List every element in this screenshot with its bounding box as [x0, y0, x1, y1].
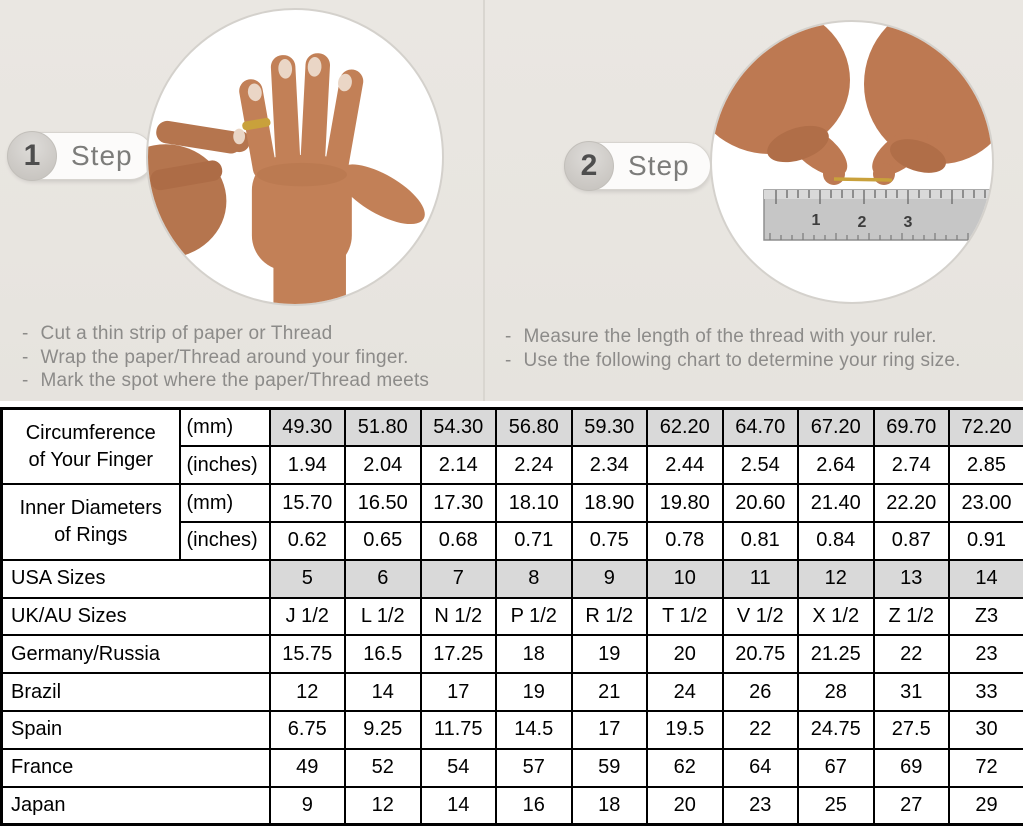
size-value-cell: 62 — [647, 749, 723, 787]
size-value-cell: Z 1/2 — [874, 598, 950, 636]
size-value-cell: T 1/2 — [647, 598, 723, 636]
size-value-cell: 1.94 — [270, 446, 346, 484]
size-value-cell: 10 — [647, 560, 723, 598]
unit-label: (inches) — [180, 522, 270, 560]
size-value-cell: 21.25 — [798, 635, 874, 673]
size-value-cell: 33 — [949, 673, 1023, 711]
table-row — [2, 673, 1023, 711]
size-value-cell: 18 — [496, 635, 572, 673]
table-row — [2, 484, 1023, 522]
size-value-cell: 0.62 — [270, 522, 346, 560]
table-row — [2, 749, 1023, 787]
size-value-cell: 2.54 — [723, 446, 799, 484]
ring-size-table — [0, 407, 1023, 826]
size-value-cell: 14 — [949, 560, 1023, 598]
size-value-cell: 56.80 — [496, 409, 572, 447]
size-value-cell: 14 — [345, 673, 421, 711]
size-value-cell: 21 — [572, 673, 648, 711]
instruction-text: Measure the length of the thread with your ruler. — [523, 326, 937, 347]
size-value-cell: 69 — [874, 749, 950, 787]
size-value-cell: 12 — [345, 787, 421, 825]
unit-label: (inches) — [180, 446, 270, 484]
size-value-cell: 22 — [723, 711, 799, 749]
size-value-cell: 23 — [949, 635, 1023, 673]
row-group-label: Inner Diameters of Rings — [2, 484, 180, 560]
size-value-cell: 2.44 — [647, 446, 723, 484]
size-value-cell: 0.78 — [647, 522, 723, 560]
size-value-cell: J 1/2 — [270, 598, 346, 636]
instruction-line — [505, 349, 1020, 373]
size-value-cell: 49 — [270, 749, 346, 787]
size-value-cell: 19 — [572, 635, 648, 673]
size-value-cell: 21.40 — [798, 484, 874, 522]
bullet-dash: - — [505, 326, 512, 347]
table-row — [2, 409, 1023, 447]
instruction-text: Mark the spot where the paper/Thread meets — [40, 370, 430, 391]
size-value-cell: 27.5 — [874, 711, 950, 749]
size-value-cell: 59.30 — [572, 409, 648, 447]
size-value-cell: 52 — [345, 749, 421, 787]
unit-label: (mm) — [180, 409, 270, 447]
size-value-cell: 5 — [270, 560, 346, 598]
table-row — [2, 635, 1023, 673]
thread-over-ruler-illustration — [712, 22, 992, 302]
hand-with-ring-illustration — [148, 10, 442, 304]
size-value-cell: 23.00 — [949, 484, 1023, 522]
region-label: UK/AU Sizes — [2, 598, 270, 636]
step-2-number-badge: 2 — [564, 141, 614, 191]
size-value-cell: 19 — [496, 673, 572, 711]
size-value-cell: 54.30 — [421, 409, 497, 447]
size-value-cell: 27 — [874, 787, 950, 825]
size-value-cell: 18.10 — [496, 484, 572, 522]
instruction-text: Cut a thin strip of paper or Thread — [40, 323, 333, 344]
step-1-badge — [8, 132, 154, 180]
size-value-cell: 0.81 — [723, 522, 799, 560]
size-value-cell: 16 — [496, 787, 572, 825]
size-value-cell: 59 — [572, 749, 648, 787]
size-value-cell: 72.20 — [949, 409, 1023, 447]
size-value-cell: 20.60 — [723, 484, 799, 522]
size-value-cell: 11.75 — [421, 711, 497, 749]
bullet-dash: - — [22, 323, 29, 344]
step-1-number-badge: 1 — [7, 131, 57, 181]
size-value-cell: 0.71 — [496, 522, 572, 560]
size-value-cell: 12 — [798, 560, 874, 598]
size-value-cell: 20.75 — [723, 635, 799, 673]
table-row — [2, 711, 1023, 749]
size-value-cell: 24 — [647, 673, 723, 711]
size-value-cell: 18.90 — [572, 484, 648, 522]
region-label: Spain — [2, 711, 270, 749]
size-value-cell: 67 — [798, 749, 874, 787]
size-value-cell: 0.87 — [874, 522, 950, 560]
region-label: Brazil — [2, 673, 270, 711]
ruler-number-2: 2 — [857, 214, 867, 231]
bullet-dash: - — [505, 349, 512, 371]
bullet-dash: - — [22, 346, 29, 368]
table-row — [2, 560, 1023, 598]
instruction-line — [22, 369, 487, 393]
size-value-cell: 9 — [270, 787, 346, 825]
size-value-cell: 29 — [949, 787, 1023, 825]
size-value-cell: 2.24 — [496, 446, 572, 484]
size-value-cell: 64.70 — [723, 409, 799, 447]
size-value-cell: 25 — [798, 787, 874, 825]
size-value-cell: 24.75 — [798, 711, 874, 749]
size-value-cell: 9 — [572, 560, 648, 598]
size-value-cell: 0.68 — [421, 522, 497, 560]
size-value-cell: 19.80 — [647, 484, 723, 522]
size-value-cell: 28 — [798, 673, 874, 711]
size-value-cell: 54 — [421, 749, 497, 787]
size-value-cell: 2.74 — [874, 446, 950, 484]
size-value-cell: 67.20 — [798, 409, 874, 447]
size-value-cell: 14 — [421, 787, 497, 825]
size-value-cell: 15.75 — [270, 635, 346, 673]
table-row — [2, 787, 1023, 825]
size-value-cell: 19.5 — [647, 711, 723, 749]
size-value-cell: R 1/2 — [572, 598, 648, 636]
instruction-text: Use the following chart to determine your ring size. — [523, 349, 961, 371]
size-value-cell: 72 — [949, 749, 1023, 787]
size-value-cell: 7 — [421, 560, 497, 598]
size-value-cell: 20 — [647, 787, 723, 825]
size-value-cell: 2.85 — [949, 446, 1023, 484]
instruction-line — [22, 346, 487, 370]
size-value-cell: 62.20 — [647, 409, 723, 447]
step1-hand-with-ring-photo — [146, 8, 444, 306]
size-value-cell: 18 — [572, 787, 648, 825]
size-value-cell: 2.64 — [798, 446, 874, 484]
size-value-cell: 16.5 — [345, 635, 421, 673]
size-value-cell: 14.5 — [496, 711, 572, 749]
ruler-number-1: 1 — [811, 212, 821, 229]
size-value-cell: 8 — [496, 560, 572, 598]
size-value-cell: 69.70 — [874, 409, 950, 447]
step-1-label: Step — [71, 140, 133, 171]
size-value-cell: 26 — [723, 673, 799, 711]
size-value-cell: 23 — [723, 787, 799, 825]
table-row — [2, 598, 1023, 636]
size-value-cell: 64 — [723, 749, 799, 787]
size-value-cell: 17 — [572, 711, 648, 749]
size-value-cell: 0.65 — [345, 522, 421, 560]
bullet-dash: - — [22, 370, 29, 391]
size-value-cell: Z3 — [949, 598, 1023, 636]
size-value-cell: 57 — [496, 749, 572, 787]
size-value-cell: 30 — [949, 711, 1023, 749]
ruler-number-3: 3 — [903, 214, 913, 231]
size-value-cell: 0.91 — [949, 522, 1023, 560]
size-value-cell: 6.75 — [270, 711, 346, 749]
unit-label: (mm) — [180, 484, 270, 522]
size-value-cell: 22 — [874, 635, 950, 673]
size-value-cell: 15.70 — [270, 484, 346, 522]
size-value-cell: N 1/2 — [421, 598, 497, 636]
size-value-cell: 2.14 — [421, 446, 497, 484]
size-value-cell: 31 — [874, 673, 950, 711]
step-1-instructions — [22, 322, 487, 393]
size-value-cell: 9.25 — [345, 711, 421, 749]
size-value-cell: 2.34 — [572, 446, 648, 484]
size-value-cell: 51.80 — [345, 409, 421, 447]
instructions-section — [0, 0, 1023, 401]
size-value-cell: V 1/2 — [723, 598, 799, 636]
size-value-cell: 16.50 — [345, 484, 421, 522]
instruction-line — [505, 325, 1020, 349]
ruler — [764, 190, 992, 240]
size-value-cell: X 1/2 — [798, 598, 874, 636]
region-label: Japan — [2, 787, 270, 825]
size-value-cell: 0.75 — [572, 522, 648, 560]
step-2-badge — [565, 142, 711, 190]
size-value-cell: 17.30 — [421, 484, 497, 522]
region-label: Germany/Russia — [2, 635, 270, 673]
instruction-line — [22, 322, 487, 346]
size-value-cell: 17.25 — [421, 635, 497, 673]
size-value-cell: 6 — [345, 560, 421, 598]
size-value-cell: 20 — [647, 635, 723, 673]
size-value-cell: 17 — [421, 673, 497, 711]
step-2-label: Step — [628, 150, 690, 181]
region-label: France — [2, 749, 270, 787]
size-value-cell: 2.04 — [345, 446, 421, 484]
gold-thread — [834, 179, 892, 180]
step-2-instructions — [505, 325, 1020, 372]
size-value-cell: 11 — [723, 560, 799, 598]
size-value-cell: 13 — [874, 560, 950, 598]
size-value-cell: 49.30 — [270, 409, 346, 447]
size-value-cell: 12 — [270, 673, 346, 711]
row-group-label: Circumference of Your Finger — [2, 409, 180, 485]
size-value-cell: L 1/2 — [345, 598, 421, 636]
step2-thread-ruler-photo — [710, 20, 994, 304]
size-value-cell: 0.84 — [798, 522, 874, 560]
instruction-text: Wrap the paper/Thread around your finger. — [40, 346, 409, 368]
region-label: USA Sizes — [2, 560, 270, 598]
size-value-cell: P 1/2 — [496, 598, 572, 636]
size-value-cell: 22.20 — [874, 484, 950, 522]
